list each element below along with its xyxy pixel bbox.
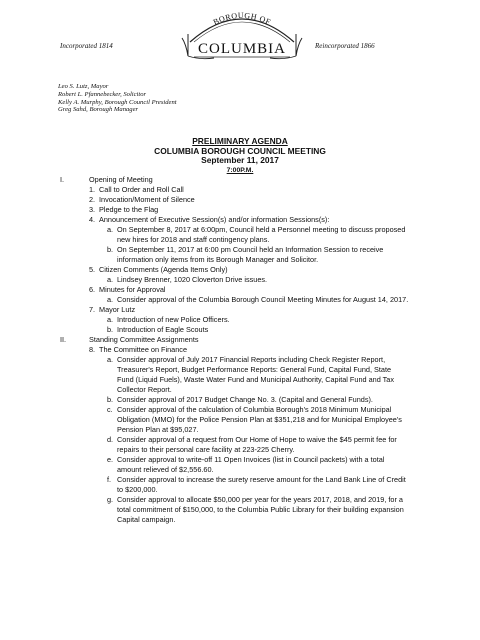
agenda-item-text: Pledge to the Flag xyxy=(99,205,159,214)
agenda-item-text: new hires for 2018 and staff contingency plans. xyxy=(117,235,270,244)
agenda-item-text: On September 11, 2017 at 6:00 pm Council held an Information Session to receive xyxy=(117,245,384,254)
agenda-item-marker: e. xyxy=(107,455,114,464)
agenda-item-marker: f. xyxy=(107,475,112,484)
agenda-item xyxy=(0,355,480,365)
agenda-item xyxy=(0,245,480,255)
reincorporated-date: Reincorporated 1866 xyxy=(315,42,375,50)
heading-date: September 11, 2017 xyxy=(201,155,279,166)
agenda-item-continuation xyxy=(0,415,480,425)
agenda-item xyxy=(0,495,480,505)
agenda-item-marker: 4. xyxy=(89,215,96,224)
agenda-item-marker: g. xyxy=(107,495,114,504)
agenda-item-text: Fund (Liquid Fuels), Waste Water Fund and Municipal Authority, Capital Fund and Tax xyxy=(117,375,395,384)
agenda-item-marker: 7. xyxy=(89,305,96,314)
agenda-item-marker: 1. xyxy=(89,185,96,194)
agenda-item xyxy=(0,195,480,205)
agenda-item xyxy=(0,475,480,485)
official-council-president: Kelly A. Murphy, Borough Council President xyxy=(58,98,177,106)
agenda-item xyxy=(0,215,480,225)
agenda-item xyxy=(0,435,480,445)
agenda-item-text: Treasurer's Report, Budget Performance Reports: General Fund, Capital Fund, State xyxy=(117,365,392,374)
agenda-item xyxy=(0,305,480,315)
agenda-item-continuation xyxy=(0,385,480,395)
agenda-item-text: information only items from its Borough Manager and Solicitor. xyxy=(117,255,319,264)
agenda-item-text: Obligation (MMO) for the Police Pension Plan at $351,218 and for Municipal Employee's xyxy=(117,415,402,424)
agenda-item-continuation xyxy=(0,375,480,385)
agenda-item-marker: 2. xyxy=(89,195,96,204)
agenda-item xyxy=(0,205,480,215)
agenda-item-text: Collector Report. xyxy=(117,385,172,394)
agenda-item-text: Opening of Meeting xyxy=(89,175,153,184)
agenda-item-text: Consider approval of the calculation of Columbia Borough's 2018 Minimum Municipal xyxy=(117,405,392,414)
agenda-item-text: Mayor Lutz xyxy=(99,305,136,314)
logo-top-text: BOROUGH OF xyxy=(211,10,273,27)
agenda-item xyxy=(0,345,480,355)
agenda-item-marker: c. xyxy=(107,405,113,414)
agenda-item-text: Consider approval to allocate $50,000 per year for the years 2017, 2018, and 2019, for a xyxy=(117,495,403,504)
agenda-item-continuation xyxy=(0,255,480,265)
agenda-item-text: Announcement of Executive Session(s) and/or information Sessions(s): xyxy=(99,215,330,224)
agenda-item xyxy=(0,225,480,235)
agenda-item-text: total commitment of $150,000, to the Columbia Public Library for their building expansion xyxy=(117,505,404,514)
agenda-item-continuation xyxy=(0,465,480,475)
incorporated-date: Incorporated 1814 xyxy=(60,42,113,50)
agenda-item xyxy=(0,325,480,335)
agenda-item-text: Introduction of new Police Officers. xyxy=(117,315,230,324)
agenda-item-text: Lindsey Brenner, 1020 Cloverton Drive issues. xyxy=(117,275,268,284)
agenda-item-text: to $200,000. xyxy=(117,485,158,494)
agenda-item-continuation xyxy=(0,445,480,455)
agenda-item-text: Capital campaign. xyxy=(117,515,176,524)
agenda-item-text: repairs to their personal care facility at 223-225 Cherry. xyxy=(117,445,295,454)
agenda-item-marker: a. xyxy=(107,275,114,284)
agenda-item xyxy=(0,275,480,285)
heading-title: PRELIMINARY AGENDA xyxy=(192,136,288,146)
agenda-item xyxy=(0,405,480,415)
agenda-item-marker: a. xyxy=(107,355,114,364)
agenda-item xyxy=(0,395,480,405)
agenda-item-marker: b. xyxy=(107,245,114,254)
agenda-item-continuation xyxy=(0,235,480,245)
agenda-item-text: Call to Order and Roll Call xyxy=(99,185,184,194)
agenda-item xyxy=(0,175,480,185)
agenda-item-marker: a. xyxy=(107,295,114,304)
agenda-item-text: Consider approval to write-off 11 Open Invoices (list in Council packets) with a total xyxy=(117,455,385,464)
agenda-heading xyxy=(0,137,480,175)
official-mayor: Leo S. Lutz, Mayor xyxy=(58,83,109,90)
agenda-list xyxy=(0,175,480,525)
agenda-item-continuation xyxy=(0,485,480,495)
agenda-item xyxy=(0,335,480,345)
agenda-item xyxy=(0,455,480,465)
agenda-item-text: The Committee on Finance xyxy=(99,345,188,354)
official-borough-manager: Greg Sahd, Borough Manager xyxy=(58,106,139,114)
agenda-item xyxy=(0,295,480,305)
agenda-item-marker: a. xyxy=(107,225,114,234)
agenda-item-text: Consider approval of 2017 Budget Change No. 3. (Capital and General Funds). xyxy=(117,395,373,404)
agenda-item-marker: 8. xyxy=(89,345,96,354)
official-solicitor: Robert L. Pfannebecker, Solicitor xyxy=(58,90,147,98)
agenda-item-marker: 5. xyxy=(89,265,96,274)
agenda-item xyxy=(0,185,480,195)
agenda-item-marker: I. xyxy=(60,175,65,184)
agenda-item-marker: b. xyxy=(107,395,114,404)
agenda-item xyxy=(0,265,480,275)
heading-time: 7:00P.M. xyxy=(226,166,254,174)
agenda-item-text: Consider approval to increase the surety reserve amount for the Land Bank Line of Credit xyxy=(117,475,406,484)
agenda-item-text: Introduction of Eagle Scouts xyxy=(117,325,209,334)
agenda-item-continuation xyxy=(0,515,480,525)
agenda-item-marker: II. xyxy=(60,335,67,344)
agenda-item-text: Pension Plan at $95,027. xyxy=(117,425,199,434)
agenda-item-text: amount relieved of $2,556.60. xyxy=(117,465,214,474)
agenda-item-marker: d. xyxy=(107,435,114,444)
agenda-item-text: Consider approval of a request from Our Home of Hope to waive the $45 permit fee for xyxy=(117,435,397,444)
agenda-item-text: Consider approval of July 2017 Financial Reports including Check Register Report, xyxy=(117,355,386,364)
agenda-item-text: Minutes for Approval xyxy=(99,285,166,294)
agenda-item-text: Consider approval of the Columbia Borough Council Meeting Minutes for August 14, 2017. xyxy=(117,295,409,304)
officials-list xyxy=(58,83,177,114)
agenda-item-text: On September 8, 2017 at 6:00pm, Council held a Personnel meeting to discuss proposed xyxy=(117,225,406,234)
agenda-item-marker: b. xyxy=(107,325,114,334)
agenda-item-continuation xyxy=(0,505,480,515)
agenda-item xyxy=(0,315,480,325)
agenda-item-text: Citizen Comments (Agenda Items Only) xyxy=(99,265,228,274)
agenda-item xyxy=(0,285,480,295)
borough-logo xyxy=(180,4,304,62)
agenda-item-text: Standing Committee Assignments xyxy=(89,335,199,344)
borough-seal-graphic xyxy=(180,4,304,62)
agenda-item-continuation xyxy=(0,365,480,375)
agenda-item-marker: a. xyxy=(107,315,114,324)
agenda-item-marker: 3. xyxy=(89,205,96,214)
agenda-item-marker: 6. xyxy=(89,285,96,294)
agenda-item-continuation xyxy=(0,425,480,435)
logo-main-text: COLUMBIA xyxy=(197,41,287,57)
agenda-item-text: Invocation/Moment of Silence xyxy=(99,195,195,204)
heading-meeting: COLUMBIA BOROUGH COUNCIL MEETING xyxy=(154,145,326,156)
